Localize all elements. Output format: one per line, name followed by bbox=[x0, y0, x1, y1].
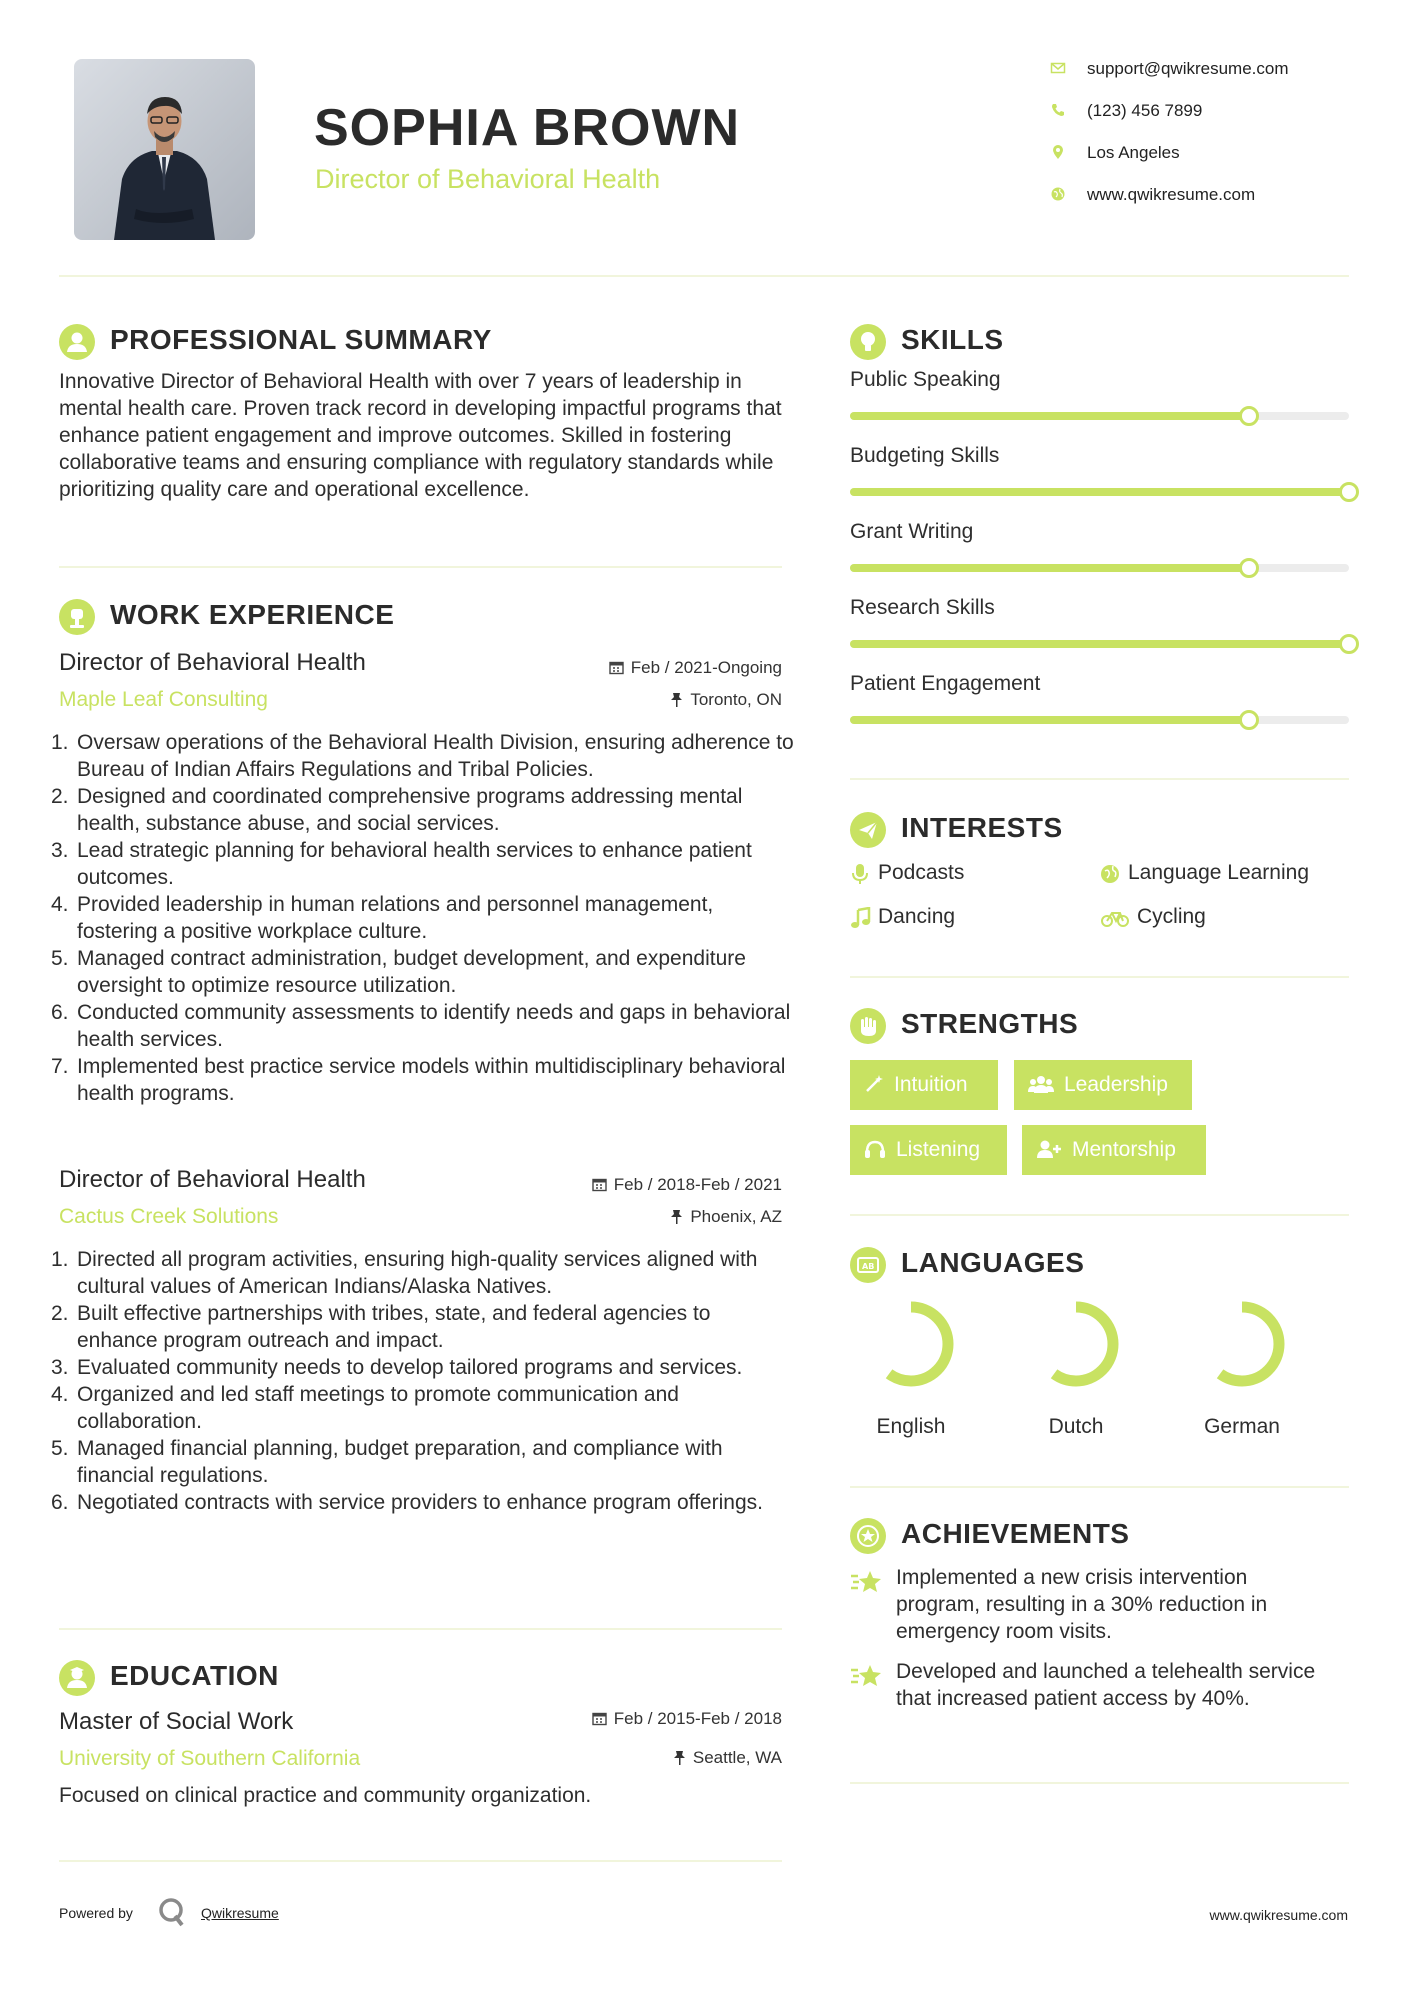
summary-heading: PROFESSIONAL SUMMARY bbox=[110, 324, 492, 355]
job-1-dates-text: Feb / 2021-Ongoing bbox=[630, 658, 782, 677]
magic-wand-icon bbox=[864, 1074, 884, 1094]
header-divider bbox=[59, 275, 1349, 277]
work-divider bbox=[59, 1628, 782, 1630]
phone-icon bbox=[1050, 102, 1066, 118]
achievements-heading: ACHIEVEMENTS bbox=[901, 1518, 1130, 1549]
language-icon bbox=[850, 1247, 886, 1283]
calendar-icon bbox=[609, 660, 624, 675]
job-1-duty: 5. Managed contract administration, budget development, and expenditure oversight to optimize resource utilization. bbox=[51, 947, 746, 997]
graduate-icon bbox=[59, 1660, 95, 1696]
work-heading: WORK EXPERIENCE bbox=[110, 599, 395, 630]
contact-website-text: www.qwikresume.com bbox=[1087, 185, 1256, 204]
job-1-location-text: Toronto, ON bbox=[690, 690, 782, 709]
music-note-icon bbox=[850, 907, 872, 929]
contact-email-text: support@qwikresume.com bbox=[1087, 59, 1289, 78]
education-heading: EDUCATION bbox=[110, 1660, 279, 1691]
candidate-title: Director of Behavioral Health bbox=[315, 164, 661, 194]
contact-phone-text: (123) 456 7899 bbox=[1087, 101, 1203, 120]
languages-rings bbox=[850, 1290, 1350, 1420]
skill-bar bbox=[850, 640, 1349, 648]
interest-item: Dancing bbox=[850, 905, 1050, 932]
job-1-duty: 3. Lead strategic planning for behavioral health services to enhance patient outcomes. bbox=[51, 839, 752, 889]
strengths-heading: STRENGTHS bbox=[901, 1008, 1079, 1039]
job-1-duty: 2. Designed and coordinated comprehensive programs addressing mental health, substance abuse, and social services. bbox=[51, 785, 743, 835]
skill-bar-knob bbox=[1239, 558, 1259, 578]
envelope-icon bbox=[1050, 60, 1066, 76]
education-school: University of Southern California bbox=[59, 1747, 361, 1770]
education-location bbox=[673, 1748, 782, 1768]
languages-heading: LANGUAGES bbox=[901, 1247, 1085, 1278]
skill-bar-knob bbox=[1239, 406, 1259, 426]
job-1-duty: 1. Oversaw operations of the Behavioral Health Division, ensuring adherence to Bureau of Indian Affairs Regulations and Tribal Policies. bbox=[51, 731, 794, 781]
education-description: Focused on clinical practice and community organization. bbox=[59, 1784, 592, 1807]
pushpin-icon bbox=[670, 1209, 683, 1224]
job-1-duty: 4. Provided leadership in human relations and personnel management, fostering a positive workplace culture. bbox=[51, 893, 714, 943]
interest-item: Cycling bbox=[1100, 905, 1340, 932]
job-2-location-text: Phoenix, AZ bbox=[690, 1207, 782, 1226]
job-1-dates bbox=[609, 658, 782, 678]
interests-heading: INTERESTS bbox=[901, 812, 1063, 843]
footer-website[interactable]: www.qwikresume.com bbox=[1209, 1907, 1348, 1923]
job-2-duty: 1. Directed all program activities, ensuring high-quality services aligned with cultural values of American Indians/Alaska Natives. bbox=[51, 1248, 758, 1298]
calendar-icon bbox=[592, 1177, 607, 1192]
skill-bar bbox=[850, 412, 1349, 420]
job-2-company: Cactus Creek Solutions bbox=[59, 1205, 279, 1228]
skill-bar-fill bbox=[850, 716, 1249, 724]
languages-divider bbox=[850, 1486, 1349, 1488]
job-2-location bbox=[670, 1207, 782, 1227]
pushpin-icon bbox=[670, 692, 683, 707]
interests-divider bbox=[850, 976, 1349, 978]
skill-bar bbox=[850, 488, 1349, 496]
job-2-duty: 2. Built effective partnerships with tribes, state, and federal agencies to enhance program outreach and impact. bbox=[51, 1302, 711, 1352]
job-2-dates-text: Feb / 2018-Feb / 2021 bbox=[613, 1175, 782, 1194]
job-2-duty: 3. Evaluated community needs to develop tailored programs and services. bbox=[51, 1356, 743, 1379]
job-1-company: Maple Leaf Consulting bbox=[59, 688, 268, 711]
interest-item: Podcasts bbox=[850, 861, 1050, 888]
globe-icon bbox=[1100, 863, 1120, 885]
lightbulb-icon bbox=[850, 324, 886, 360]
summary-divider bbox=[59, 566, 782, 568]
strength-chip: Listening bbox=[850, 1125, 1007, 1175]
skill-label: Patient Engagement bbox=[850, 672, 1041, 695]
education-divider bbox=[59, 1860, 782, 1862]
strengths-divider bbox=[850, 1214, 1349, 1216]
paper-plane-icon bbox=[850, 812, 886, 848]
svg-text:AB: AB bbox=[862, 1262, 875, 1271]
skill-label: Research Skills bbox=[850, 596, 995, 619]
interest-item: Language Learning bbox=[1100, 861, 1340, 888]
skill-label: Public Speaking bbox=[850, 368, 1001, 391]
users-icon bbox=[1028, 1074, 1054, 1094]
summary-text: Innovative Director of Behavioral Health with over 7 years of leadership in mental health care. Proven track record in developing impactful programs that enhance patient engagement and improve outcomes. Skilled in fostering collaborative teams and ensuring compliance with regulatory standards while prioritizing quality care and operational excellence. bbox=[59, 370, 782, 501]
skill-bar bbox=[850, 716, 1349, 724]
skill-bar bbox=[850, 564, 1349, 572]
bicycle-icon bbox=[1100, 907, 1130, 929]
job-2-title: Director of Behavioral Health bbox=[59, 1166, 366, 1193]
microphone-icon bbox=[850, 863, 870, 885]
skill-bar-fill bbox=[850, 488, 1349, 496]
education-dates-text: Feb / 2015-Feb / 2018 bbox=[613, 1709, 782, 1728]
language-label: English bbox=[876, 1415, 946, 1438]
job-2-duty: 6. Negotiated contracts with service providers to enhance program offerings. bbox=[51, 1491, 763, 1514]
skill-bar-fill bbox=[850, 640, 1349, 648]
achievement-item: Developed and launched a telehealth service that increased patient access by 40%. bbox=[896, 1660, 1316, 1710]
language-label: German bbox=[1204, 1415, 1280, 1438]
star-badge-icon bbox=[850, 1518, 886, 1554]
skill-bar-knob bbox=[1339, 482, 1359, 502]
job-1-duties bbox=[51, 729, 794, 1107]
skill-label: Budgeting Skills bbox=[850, 444, 1000, 467]
briefcase-icon bbox=[59, 599, 95, 635]
job-2-duty: 4. Organized and led staff meetings to promote communication and collaboration. bbox=[51, 1383, 679, 1433]
profile-photo bbox=[74, 59, 255, 240]
skill-bar-fill bbox=[850, 412, 1249, 420]
footer-brand-link[interactable]: Qwikresume bbox=[201, 1905, 279, 1921]
language-label: Dutch bbox=[1048, 1415, 1104, 1438]
headphones-icon bbox=[864, 1139, 886, 1159]
job-1-location bbox=[670, 690, 782, 710]
globe-icon bbox=[1050, 186, 1066, 202]
calendar-icon bbox=[592, 1711, 607, 1726]
map-pin-icon bbox=[1050, 144, 1066, 160]
job-1-duty: 7. Implemented best practice service models within multidisciplinary behavioral health programs. bbox=[51, 1055, 786, 1105]
contact-location-text: Los Angeles bbox=[1087, 143, 1180, 162]
job-1-title: Director of Behavioral Health bbox=[59, 649, 366, 676]
skills-divider bbox=[850, 778, 1349, 780]
education-dates bbox=[592, 1709, 782, 1729]
pushpin-icon bbox=[673, 1750, 686, 1765]
user-plus-icon bbox=[1036, 1139, 1062, 1159]
strength-chip: Intuition bbox=[850, 1060, 998, 1110]
skill-label: Grant Writing bbox=[850, 520, 974, 543]
job-1-duty: 6. Conducted community assessments to identify needs and gaps in behavioral health services. bbox=[51, 1001, 791, 1051]
skill-bar-fill bbox=[850, 564, 1249, 572]
education-location-text: Seattle, WA bbox=[692, 1748, 782, 1767]
shooting-star-icon bbox=[850, 1662, 886, 1692]
skill-bar-knob bbox=[1339, 634, 1359, 654]
skill-bar-knob bbox=[1239, 710, 1259, 730]
user-icon bbox=[59, 324, 95, 360]
qwikresume-logo-icon bbox=[158, 1897, 186, 1927]
job-2-dates bbox=[592, 1175, 782, 1195]
footer-powered-by: Powered by bbox=[59, 1905, 133, 1921]
job-2-duties bbox=[51, 1246, 794, 1516]
job-2-duty: 5. Managed financial planning, budget preparation, and compliance with financial regulations. bbox=[51, 1437, 723, 1487]
achievements-divider bbox=[850, 1782, 1349, 1784]
candidate-name: SOPHIA BROWN bbox=[314, 99, 741, 157]
shooting-star-icon bbox=[850, 1568, 886, 1598]
achievement-item: Implemented a new crisis intervention program, resulting in a 30% reduction in emergency room visits. bbox=[896, 1566, 1268, 1643]
strength-chip: Mentorship bbox=[1022, 1125, 1206, 1175]
strength-chip: Leadership bbox=[1014, 1060, 1192, 1110]
skills-heading: SKILLS bbox=[901, 324, 1004, 355]
education-degree: Master of Social Work bbox=[59, 1708, 294, 1735]
hand-icon bbox=[850, 1008, 886, 1044]
